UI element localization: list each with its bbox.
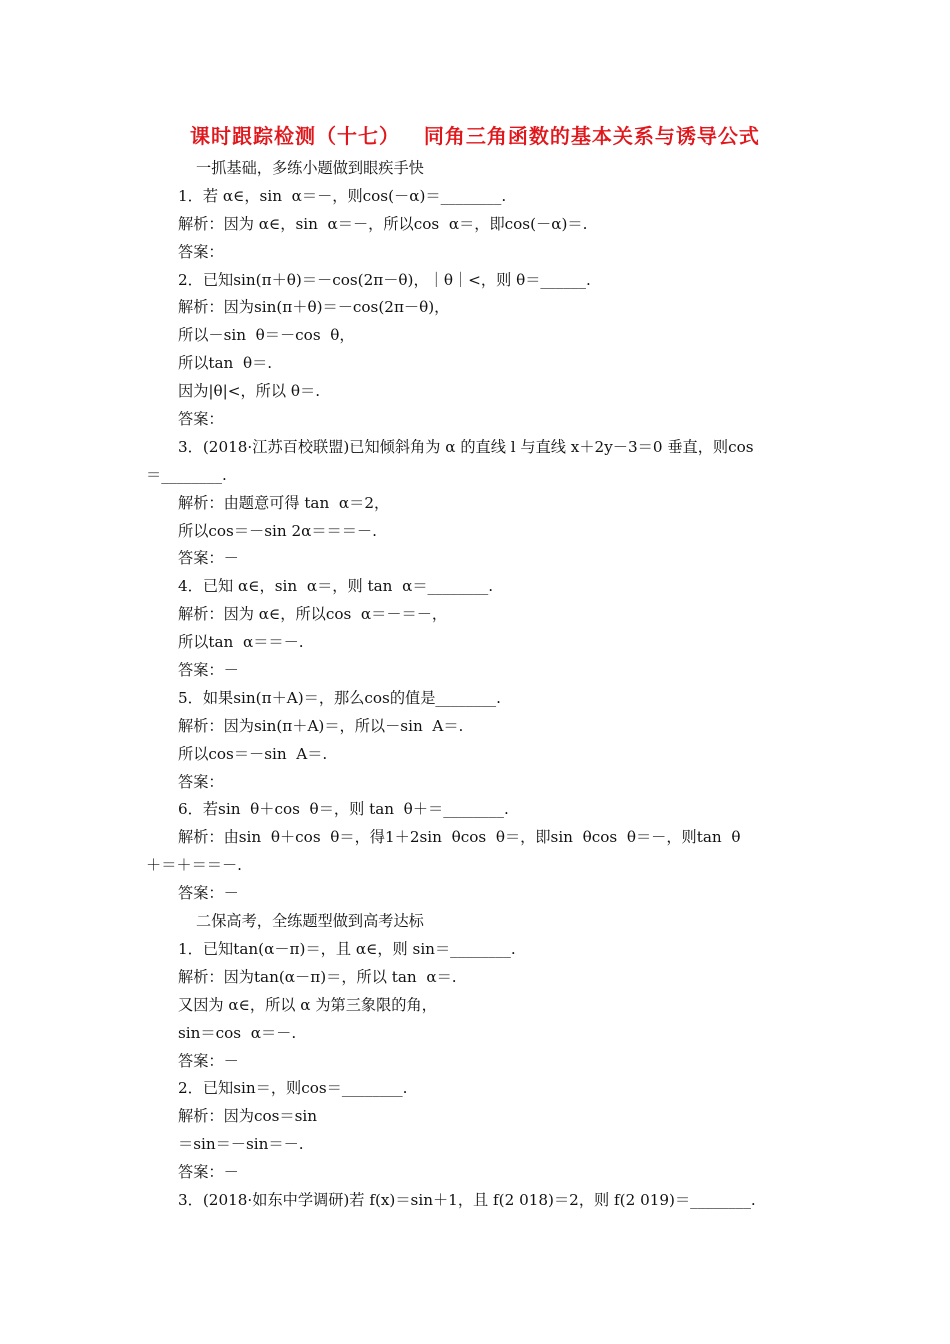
text-line: sin＝cos α＝－.: [178, 1023, 297, 1042]
text-line: 因为|θ|<，所以 θ＝.: [178, 382, 321, 401]
text-line: 2．已知sin＝，则cos＝________.: [178, 1079, 408, 1098]
text-line: 答案：－: [178, 1051, 239, 1070]
text-line: 3．(2018·江苏百校联盟)已知倾斜角为 α 的直线 l 与直线 x＋2y－3＝0 垂直，则cos: [178, 437, 754, 456]
text-line: 答案：－: [178, 1163, 239, 1182]
text-line: 所以－sin θ＝－cos θ，: [178, 326, 355, 345]
text-line: 所以tan θ＝.: [178, 354, 273, 373]
section-heading: 一抓基础，多练小题做到眼疾手快: [196, 159, 424, 177]
text-line: 1．若 α∈，sin α＝－，则cos(－α)＝________.: [178, 186, 507, 205]
text-line: 解析：因为cos＝sin: [178, 1107, 318, 1126]
text-line: ＋＝＋＝＝－.: [146, 856, 242, 875]
text-line: 答案：: [178, 772, 224, 791]
text-line: ＝________.: [146, 465, 227, 484]
text-line: 答案：－: [178, 884, 239, 903]
text-line: 解析：由sin θ＋cos θ＝，得1＋2sin θcos θ＝，即sin θcos θ＝－，则tan θ: [178, 828, 741, 847]
text-line: 答案：: [178, 410, 224, 429]
text-line: 解析：因为tan(α－π)＝，所以 tan α＝.: [178, 967, 457, 986]
text-line: 2．已知sin(π＋θ)＝－cos(2π－θ)，｜θ｜<，则 θ＝______.: [178, 270, 591, 289]
text-line: 所以tan α＝＝－.: [178, 633, 304, 652]
text-line: 解析：因为sin(π＋θ)＝－cos(2π－θ)，: [178, 298, 450, 317]
text-line: 解析：因为sin(π＋A)＝，所以－sin A＝.: [178, 716, 464, 735]
text-line: 解析：由题意可得 tan α＝2，: [178, 493, 390, 512]
text-line: ＝sin＝－sin＝－.: [178, 1135, 304, 1154]
text-line: 答案：－: [178, 661, 239, 680]
text-line: 答案：: [178, 242, 224, 261]
text-line: 答案：－: [178, 549, 239, 568]
text-line: 所以cos＝－sin A＝.: [178, 744, 328, 763]
text-line: 解析：因为 α∈，sin α＝－，所以cos α＝，即cos(－α)＝.: [178, 214, 588, 233]
text-line: 又因为 α∈，所以 α 为第三象限的角，: [178, 995, 437, 1014]
page-title: 课时跟踪检测（十七） 同角三角函数的基本关系与诱导公式: [190, 124, 760, 148]
section-heading: 二保高考，全练题型做到高考达标: [196, 912, 424, 931]
text-line: 5．如果sin(π＋A)＝，那么cos的值是________.: [178, 688, 501, 707]
text-line: 6．若sin θ＋cos θ＝，则 tan θ＋＝________.: [178, 800, 509, 819]
text-line: 解析：因为 α∈，所以cos α＝－＝－，: [178, 605, 448, 624]
text-line: 3．(2018·如东中学调研)若 f(x)＝sin＋1，且 f(2 018)＝2，则 f(2 019)＝________.: [178, 1190, 756, 1209]
text-line: 所以cos＝－sin 2α＝＝＝－.: [178, 521, 377, 540]
text-line: 4．已知 α∈，sin α＝，则 tan α＝________.: [178, 577, 494, 596]
text-line: 1．已知tan(α－π)＝，且 α∈，则 sin＝________.: [178, 939, 516, 958]
document-body: [0, 155, 950, 1215]
